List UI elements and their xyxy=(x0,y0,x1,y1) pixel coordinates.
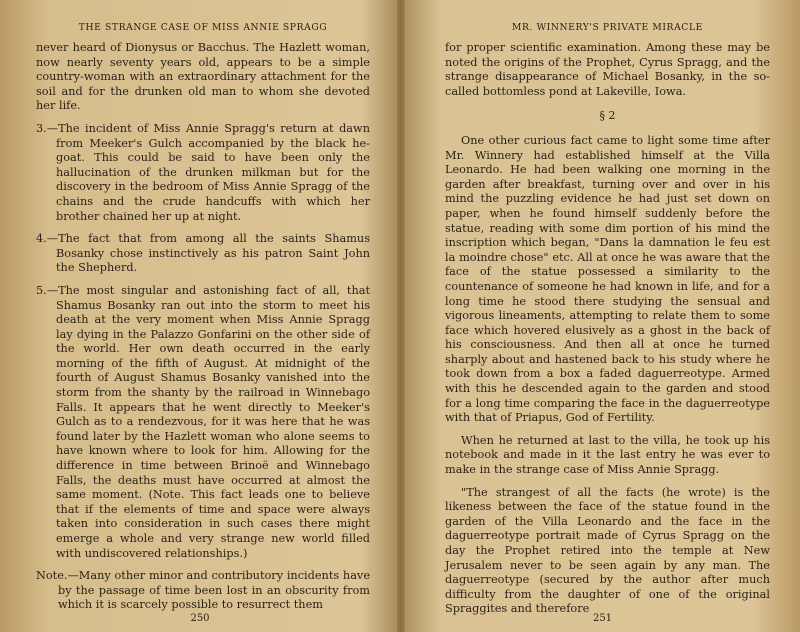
right-paragraph-quote: "The strangest of all the facts (he wrote) is the likeness between the face of the statue found in the garden of the Villa Leonardo and the face in the daguerreotype portrait made of Cyrus Spragg on the day the Prophet retired into the temple at New Jerusalem never to be seen again by any man. The daguerreotype (secured by the author after much difficulty from the daughter of one of the original Spraggites and therefore xyxy=(445,485,770,616)
right-page-number: 251 xyxy=(592,613,613,624)
right-page-body xyxy=(445,41,770,617)
right-running-header: MR. WINNERY'S PRIVATE MIRACLE xyxy=(512,22,703,33)
right-paragraph-continued: for proper scientific examination. Among these may be noted the origins of the Prophet, Cyrus Spragg, and the strange disappearance of Michael Bosanky, in the so-called bottomless pond at Lakeville, Iowa. xyxy=(445,41,770,98)
left-page-number: 250 xyxy=(190,613,210,624)
right-page xyxy=(405,0,800,632)
left-note: Note.—Many other minor and contributory incidents have by the passage of time been lost in an obscurity from which it is scarcely possible to resurrect them xyxy=(36,569,370,612)
left-item-3: 3.—The incident of Miss Annie Spragg's return at dawn from Meeker's Gulch accompanied by the black he-goat. This could be said to have been only the hallucination of the drunken milkman but for the discovery in the bedroom of Miss Annie Spragg of the chains and the crude handcuffs with which her brother chained her up at night. xyxy=(36,121,370,223)
left-running-header: THE STRANGE CASE OF MISS ANNIE SPRAGG xyxy=(78,22,328,33)
left-page-body xyxy=(36,41,370,613)
left-item-4: 4.—The fact that from among all the saints Shamus Bosanky chose instinctively as his patron Saint John the Shepherd. xyxy=(36,232,370,275)
left-item-5: 5.—The most singular and astonishing fact of all, that Shamus Bosanky ran out into the storm to meet his death at the very moment when Miss Annie Spragg lay dying in the Palazzo Gonfarini on the other side of the world. Her own death occurred in the early morning of the fifth of August. At midnight of the fourth of August Shamus Bosanky vanished into the storm from the shanty by the railroad in Winnebago Falls. It appears that he went directly to Meeker's Gulch as to a rendezvous, for it was here that he was found later by the Hazlett woman who alone seems to have known where to look for him. Allowing for the difference in time between Brinoë and Winnebago Falls, the deaths must have occurred at almost the same moment. (Note. This fact leads one to believe that if the elements of time and space were always taken into consideration in such cases there might emerge a whole and very strange new world filled with undiscovered relationships.) xyxy=(36,283,370,560)
right-paragraph-notebook: When he returned at last to the villa, he took up his notebook and made in it the last entry he was ever to make in the strange case of Miss Annie Spragg. xyxy=(445,433,770,477)
left-paragraph-continued: never heard of Dionysus or Bacchus. The Hazlett woman, now nearly seventy years old, appears to be a simple country-woman with an extraordinary attachment for the soil and for the drunken old man to whom she devoted her life. xyxy=(36,41,370,113)
right-paragraph-statue: One other curious fact came to light some time after Mr. Winnery had established himself at the Villa Leonardo. He had been walking one morning in the garden after breakfast, turning over and over in his mind the puzzling evidence he had just set down on paper, when he found himself suddenly before the statue, reading with some dim portion of his mind the inscription which began, "Dans la damnation le feu est la moindre chose" etc. All at once he was aware that the face of the statue possessed a similarity to the countenance of someone he had known in life, and for a long time he stood there studying the sensual and vigorous lineaments, attempting to relate them to some face which hovered elusively as a ghost in the back of his consciousness. And then all at once he turned sharply about and hastened back to his study where he took down from a box a faded daguerreotype. Armed with this he descended again to the garden and stood for a long time comparing the face in the daguerreotype with that of Priapus, God of Fertility. xyxy=(445,133,770,425)
section-mark: § 2 xyxy=(599,109,616,123)
